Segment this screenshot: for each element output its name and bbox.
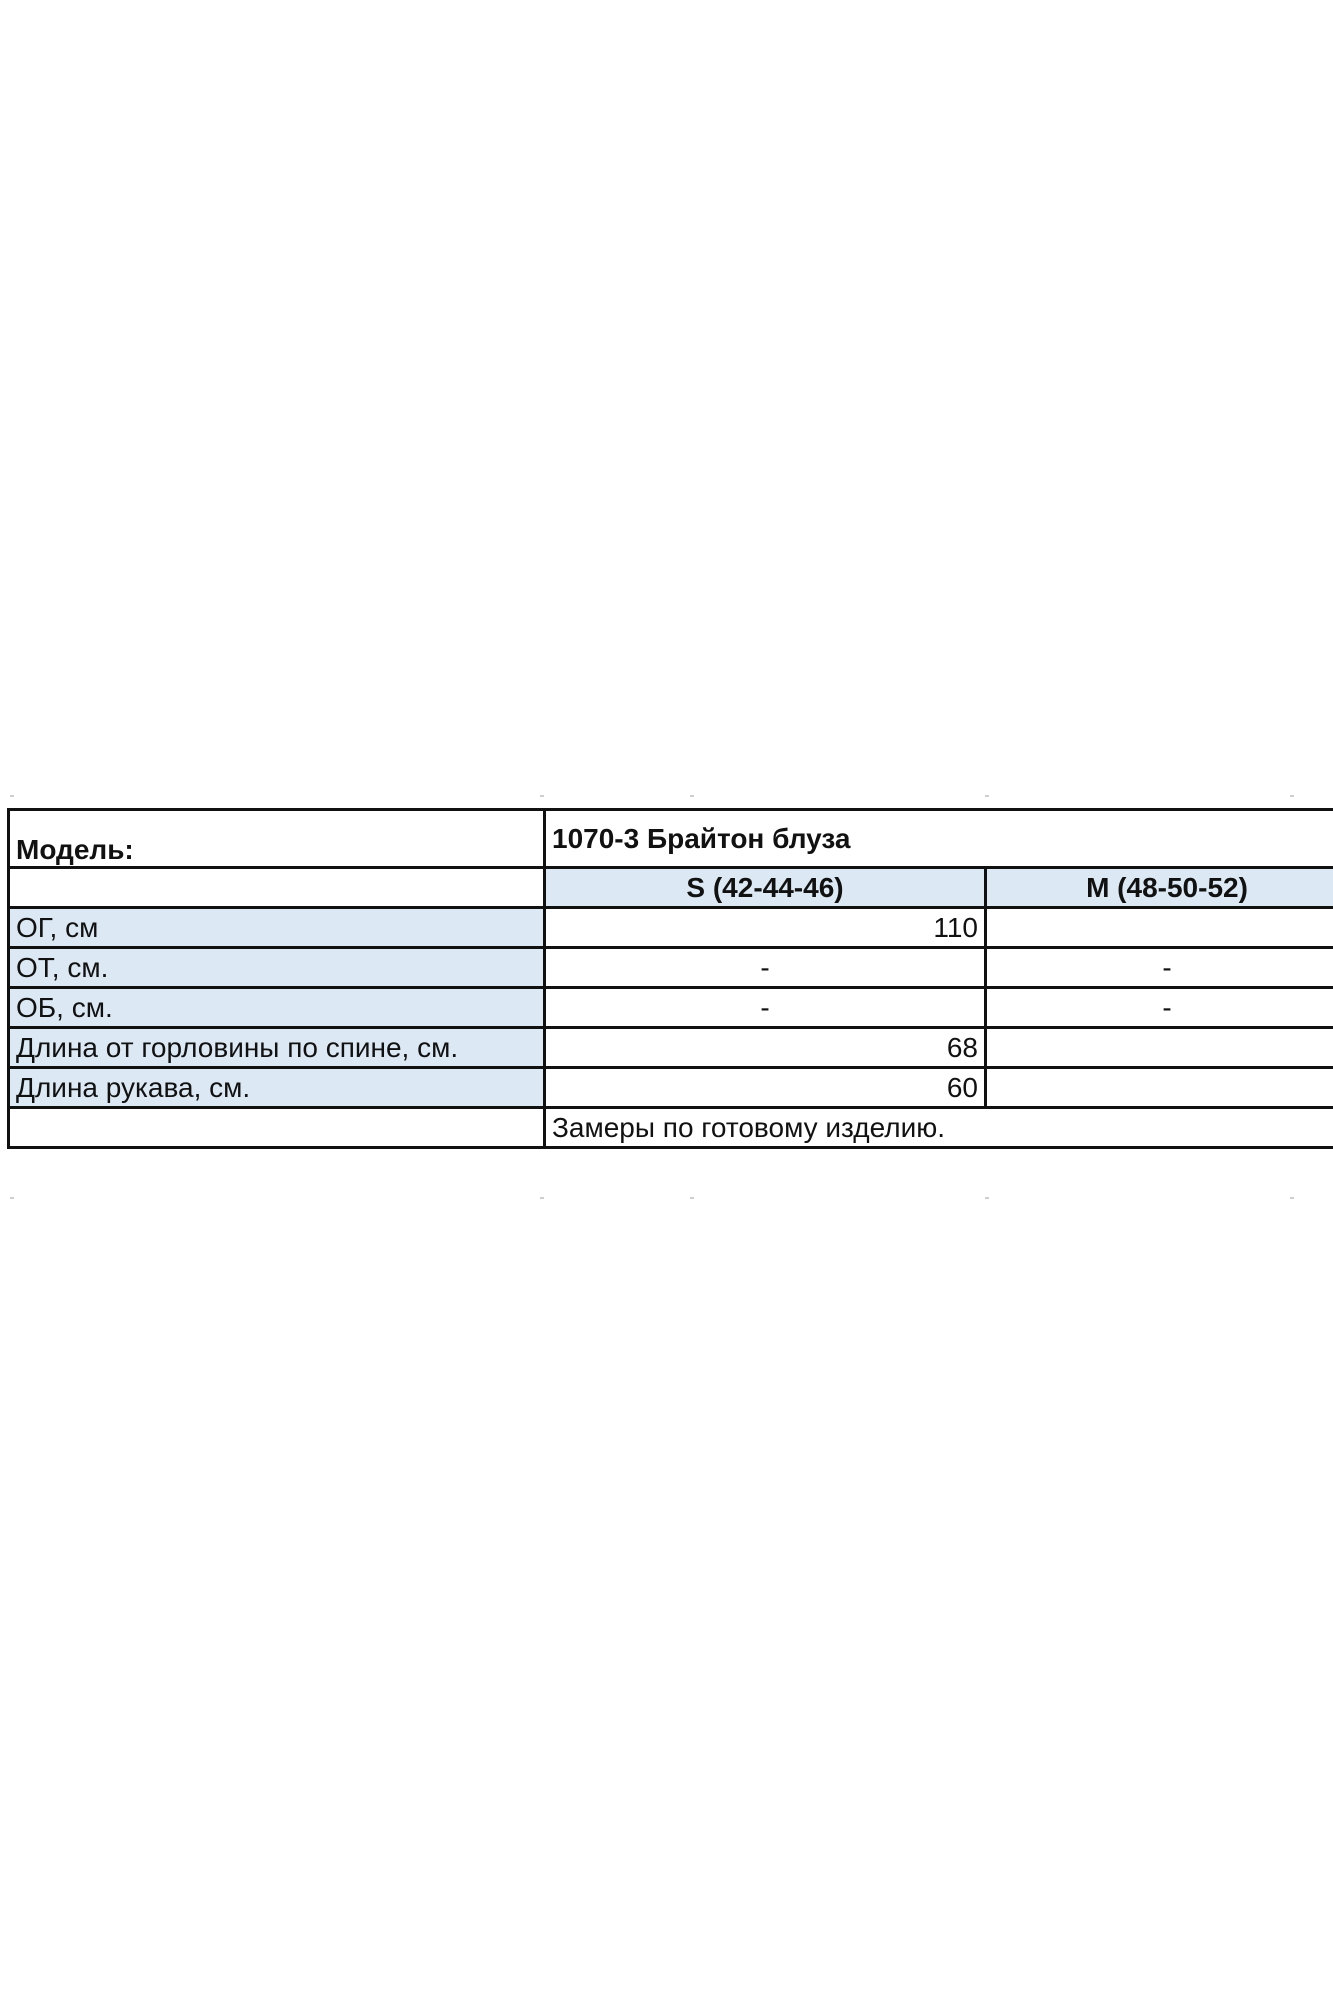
grid-remnant bbox=[690, 795, 694, 797]
table-row bbox=[9, 988, 1333, 1028]
table-row bbox=[9, 1028, 1333, 1068]
grid-remnant bbox=[1290, 795, 1294, 797]
grid-remnant bbox=[10, 1197, 14, 1199]
value-s: - bbox=[545, 988, 986, 1028]
row-label: ОБ, см. bbox=[9, 988, 545, 1028]
grid-remnant bbox=[690, 1197, 694, 1199]
empty-cell bbox=[9, 868, 545, 908]
table-row-sizes bbox=[9, 868, 1333, 908]
grid-remnant bbox=[985, 795, 989, 797]
value-s: 68 bbox=[545, 1028, 986, 1068]
value-m bbox=[986, 1068, 1333, 1108]
value-s: 60 bbox=[545, 1068, 986, 1108]
value-s: - bbox=[545, 948, 986, 988]
value-m bbox=[986, 1028, 1333, 1068]
value-m: - bbox=[986, 988, 1333, 1028]
grid-remnant bbox=[1290, 1197, 1294, 1199]
table-row bbox=[9, 908, 1333, 948]
size-header-m: M (48-50-52) bbox=[986, 868, 1333, 908]
grid-remnant bbox=[10, 795, 14, 797]
row-label: Длина от горловины по спине, см. bbox=[9, 1028, 545, 1068]
table-row-note bbox=[9, 1108, 1333, 1148]
model-name: 1070-3 Брайтон блуза bbox=[545, 810, 1333, 868]
size-table bbox=[7, 808, 1333, 1149]
row-label: ОГ, см bbox=[9, 908, 545, 948]
size-header-s: S (42-44-46) bbox=[545, 868, 986, 908]
value-m: - bbox=[986, 948, 1333, 988]
size-chart-sheet bbox=[0, 795, 1333, 1215]
value-s: 110 bbox=[545, 908, 986, 948]
measurement-note: Замеры по готовому изделию. bbox=[545, 1108, 1333, 1148]
table-row bbox=[9, 1068, 1333, 1108]
value-m bbox=[986, 908, 1333, 948]
model-label: Модель: bbox=[9, 810, 545, 868]
row-label: ОТ, см. bbox=[9, 948, 545, 988]
empty-cell bbox=[9, 1108, 545, 1148]
grid-remnant bbox=[985, 1197, 989, 1199]
grid-remnant bbox=[540, 1197, 544, 1199]
table-row bbox=[9, 948, 1333, 988]
grid-remnant bbox=[540, 795, 544, 797]
row-label: Длина рукава, см. bbox=[9, 1068, 545, 1108]
table-row-model bbox=[9, 810, 1333, 868]
